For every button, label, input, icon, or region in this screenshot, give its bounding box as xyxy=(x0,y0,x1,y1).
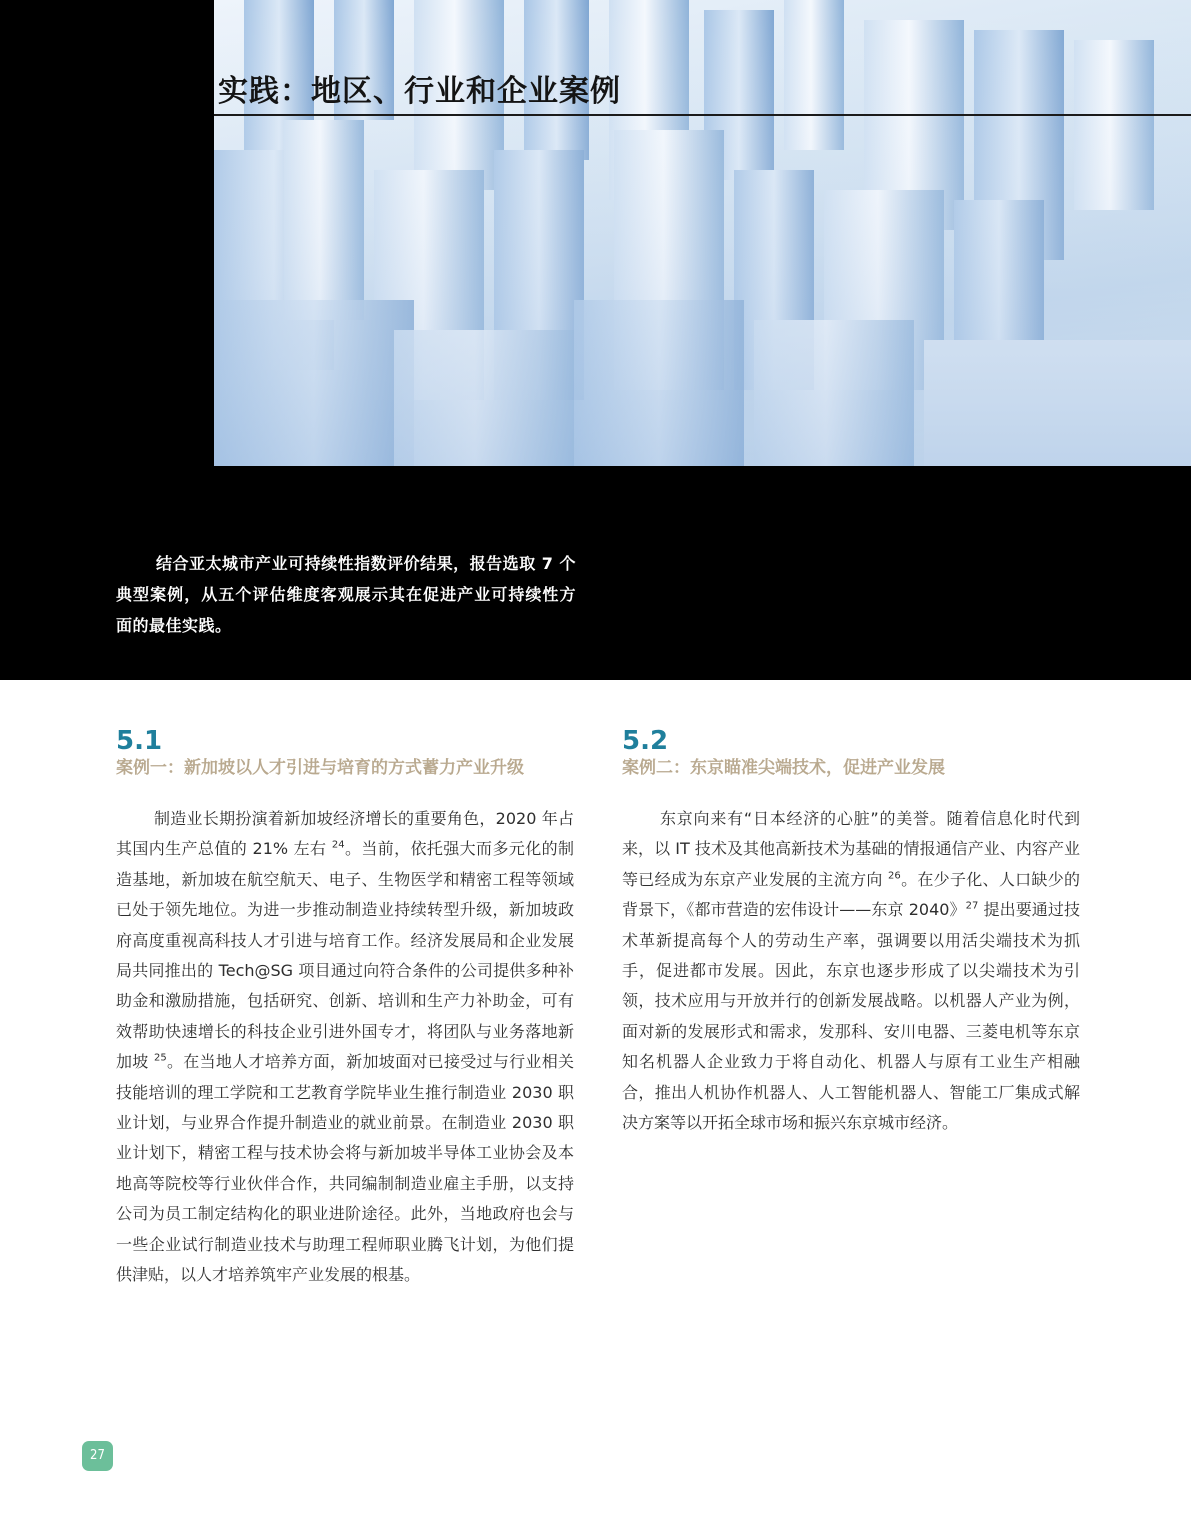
body-text-part: 。当前，依托强大而多元化的制造基地，新加坡在航空航天、电子、生物医学和精密工程等领域已处于领先地位。为进一步推动制造业持续转型升级，新加坡政府高度重视高科技人才引进与培育工作。经济发展局和企业发展局共同推出的 Tech@SG 项目通过向符合条件的公司提供多种补助金和激励措施，包括研究、创新、培训和生产力补助金，可有效帮助快速增长的科技企业引进外国专才，将团队与业务落地新加坡 xyxy=(116,839,574,1072)
section-body xyxy=(116,804,574,1291)
body-text-part: 。在少子化、人口缺少的背景下，《都市营造的宏伟设计——东京 2040》 xyxy=(622,869,1080,920)
page-number-badge: 27 xyxy=(82,1441,113,1471)
section-number: 5.1 xyxy=(116,726,163,756)
footnote-ref[interactable]: 27 xyxy=(965,900,979,912)
footnote-ref[interactable]: 24 xyxy=(331,840,345,852)
body-text-part: 。在当地人才培养方面，新加坡面对已接受过与行业相关技能培训的理工学院和工艺教育学院毕业生推行制造业 2030 职业计划，与业界合作提升制造业的就业前景。在制造业 2030 职业计划下，精密工程与技术协会将与新加坡半导体工业协会及本地高等院校等行业伙伴合作，共同编制制造业雇主手册，以支持公司为员工制定结构化的职业进阶途径。此外，当地政府也会与一些企业试行制造业技术与助理工程师职业腾飞计划，为他们提供津贴，以人才培养筑牢产业发展的根基。 xyxy=(116,1052,574,1285)
section-title: 案例一：新加坡以人才引进与培育的方式蓄力产业升级 xyxy=(116,758,524,778)
chapter-title: 实践：地区、行业和企业案例 xyxy=(218,74,621,109)
footnote-ref[interactable]: 26 xyxy=(888,870,901,882)
section-5-2 xyxy=(622,726,1080,1138)
body-text-part: 东京向来有“日本经济的心脏”的美誉。随着信息化时代到来，以 IT 技术及其他高新技术为基础的情报通信产业、内容产业等已经成为东京产业发展的主流方向 xyxy=(622,809,1080,889)
section-title: 案例二：东京瞄准尖端技术，促进产业发展 xyxy=(622,758,945,778)
body-text-part: 提出要通过技术革新提高每个人的劳动生产率，强调要以用活尖端技术为抓手，促进都市发展。因此，东京也逐步形成了以尖端技术为引领，技术应用与开放并行的创新发展战略。以机器人产业为例，面对新的发展形式和需求，发那科、安川电器、三菱电机等东京知名机器人企业致力于将自动化、机器人与原有工业生产相融合，推出人机协作机器人、人工智能机器人、智能工厂集成式解决方案等以开拓全球市场和振兴东京城市经济。 xyxy=(622,900,1080,1133)
hero-banner xyxy=(0,0,1191,680)
section-5-1 xyxy=(116,726,574,1291)
body-text-part: 制造业长期扮演着新加坡经济增长的重要角色，2020 年占其国内生产总值的 21% 左右 xyxy=(116,809,574,859)
section-number: 5.2 xyxy=(622,726,669,756)
footnote-ref[interactable]: 25 xyxy=(153,1052,167,1064)
intro-paragraph: 结合亚太城市产业可持续性指数评价结果，报告选取 7 个典型案例，从五个评估维度客观展示其在促进产业可持续性方面的最佳实践。 xyxy=(116,554,576,635)
section-body xyxy=(622,804,1080,1138)
